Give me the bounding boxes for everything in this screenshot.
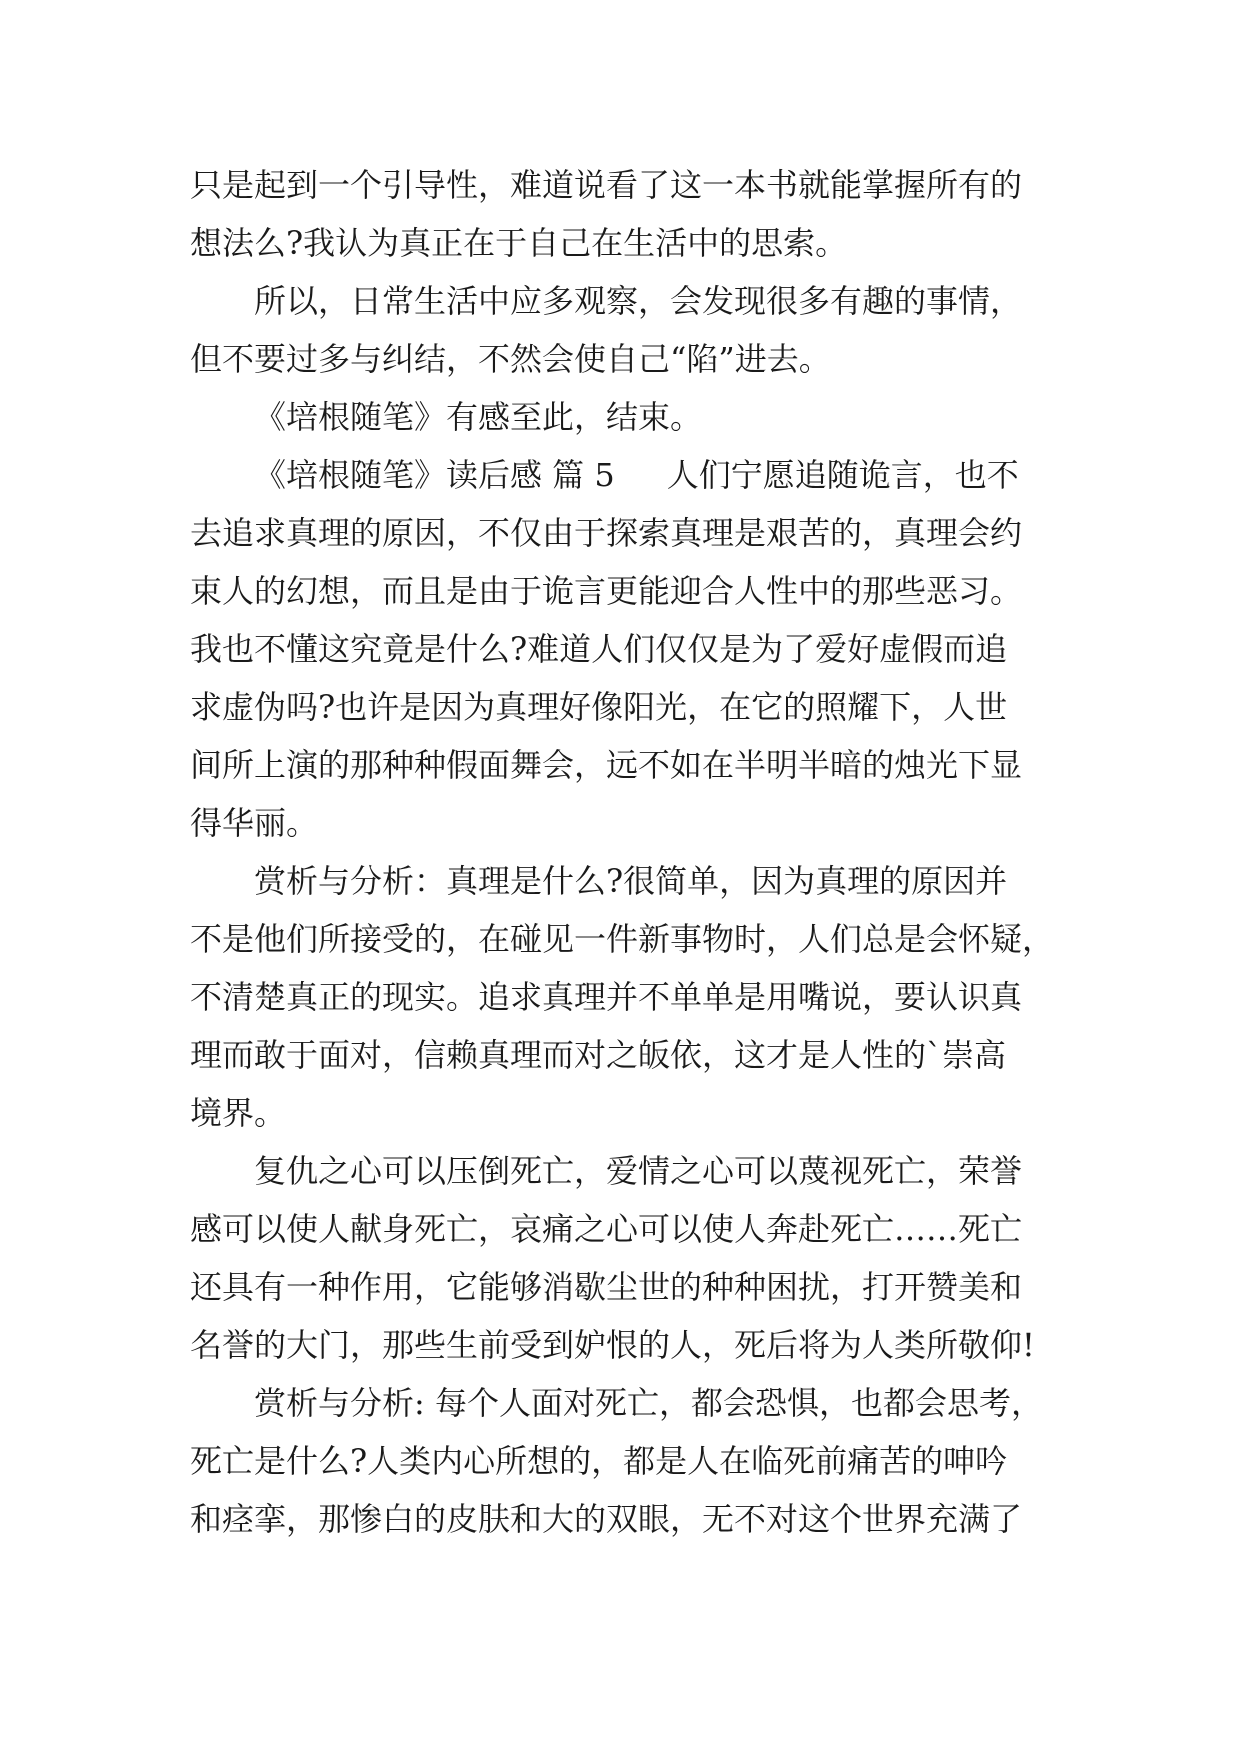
section-heading-title: 《培根随笔》读后感 篇 5: [254, 456, 615, 494]
text-line: 不清楚真正的现实。追求真理并不单单是用嘴说，要认识真: [190, 978, 1023, 1016]
paragraph-start-line: 《培根随笔》有感至此，结束。: [254, 398, 703, 436]
section-heading-continuation: 人们宁愿追随诡言，也不: [666, 456, 1019, 494]
text-line: 束人的幻想，而且是由于诡言更能迎合人性中的那些恶习。: [190, 572, 1023, 610]
paragraph-start-line: 赏析与分析：真理是什么?很简单，因为真理的原因并: [254, 862, 1008, 900]
text-line: 想法么?我认为真正在于自己在生活中的思索。: [190, 224, 848, 262]
text-line: 不是他们所接受的，在碰见一件新事物时，人们总是会怀疑，: [190, 920, 1055, 958]
text-line: 理而敢于面对，信赖真理而对之皈依，这才是人性的`崇高: [190, 1036, 1007, 1074]
section-heading-line: [190, 446, 1070, 504]
document-body: [190, 156, 1070, 1548]
text-line: 去追求真理的原因，不仅由于探索真理是艰苦的，真理会约: [190, 514, 1023, 552]
text-line: 名誉的大门，那些生前受到妒恨的人，死后将为人类所敬仰!: [190, 1326, 1035, 1364]
paragraph-start-line: 复仇之心可以压倒死亡，爱情之心可以蔑视死亡，荣誉: [254, 1152, 1023, 1190]
text-line: 还具有一种作用，它能够消歇尘世的种种困扰，打开赞美和: [190, 1268, 1023, 1306]
text-line: 得华丽。: [190, 804, 319, 842]
text-line: 我也不懂这究竟是什么?难道人们仅仅是为了爱好虚假而追: [190, 630, 1008, 668]
paragraph-start-line: 所以，日常生活中应多观察，会发现很多有趣的事情，: [254, 282, 1023, 320]
text-line: 和痉挛，那惨白的皮肤和大的双眼，无不对这个世界充满了: [190, 1500, 1023, 1538]
text-line: 感可以使人献身死亡，哀痛之心可以使人奔赴死亡……死亡: [190, 1210, 1023, 1248]
paragraph-start-line: 赏析与分析: 每个人面对死亡，都会恐惧，也都会思考，: [254, 1384, 1043, 1422]
text-line: 间所上演的那种种假面舞会，远不如在半明半暗的烛光下显: [190, 746, 1023, 784]
text-line: 求虚伪吗?也许是因为真理好像阳光，在它的照耀下，人世: [190, 688, 1008, 726]
text-line: 但不要过多与纠结，不然会使自己“陷”进去。: [190, 340, 831, 378]
text-line: 死亡是什么?人类内心所想的，都是人在临死前痛苦的呻吟: [190, 1442, 1008, 1480]
text-line: 只是起到一个引导性，难道说看了这一本书就能掌握所有的: [190, 166, 1023, 204]
text-line: 境界。: [190, 1094, 287, 1132]
